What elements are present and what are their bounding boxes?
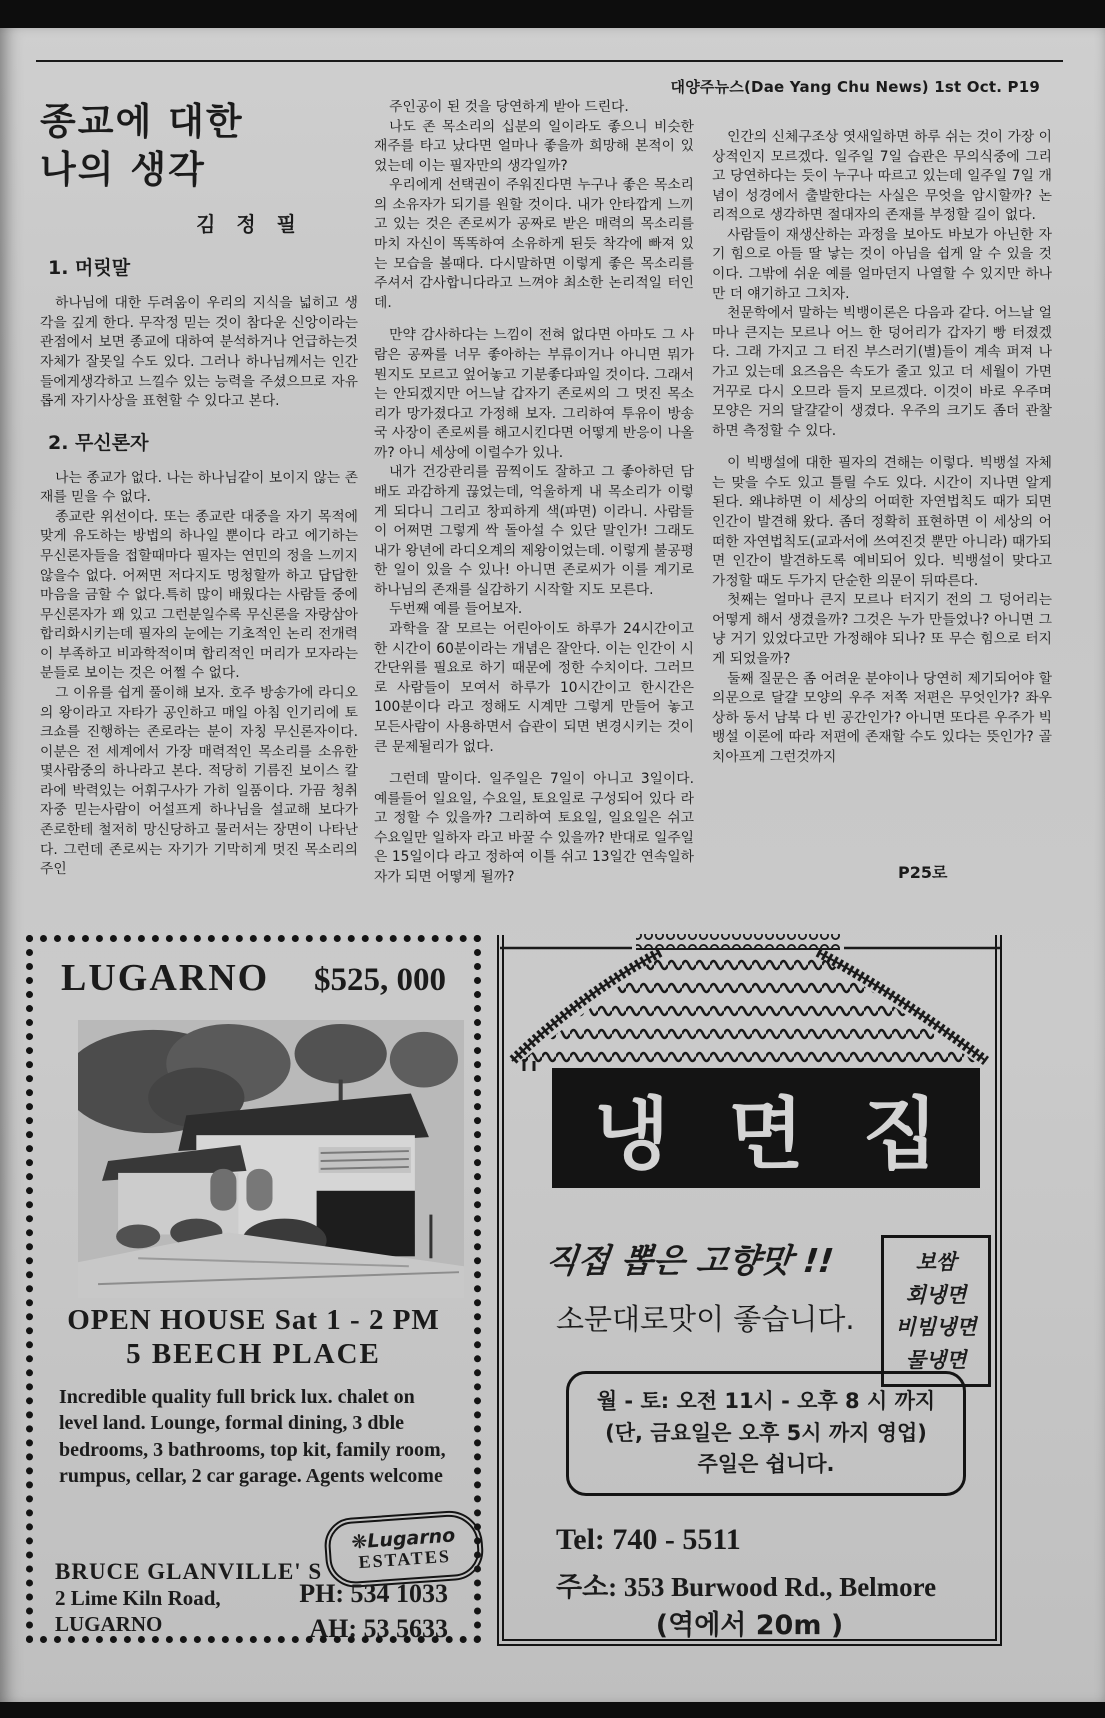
restaurant-name-char: 냉: [594, 1090, 670, 1180]
article-title-line1: 종교에 대한: [40, 100, 244, 143]
paper-sheet: [0, 28, 1105, 1702]
restaurant-address: 주소: 353 Burwood Rd., Belmore: [556, 1572, 937, 1602]
house-photo: [78, 1020, 464, 1298]
opening-hours-box: [566, 1371, 966, 1496]
menu-item: 비빔냉면: [895, 1315, 977, 1340]
hours-line-3: 주일은 쉽니다.: [697, 1452, 835, 1476]
article-paragraph: 둘째 질문은 좀 어려운 분야이나 당연히 제기되어야 할 의문으로 달걀 모양의 우주 저쪽 저편은 무엇인가? 좌우 상하 동서 남북 다 빈 공간인가? 아니면 또다른 우주가 빅뱅설 이론에 따라 저편에 존재할 수도 있다는 뜻인가? 골치아프게 그런것까지: [712, 670, 1053, 765]
article-paragraph: 두번째 예를 들어보자.: [389, 601, 523, 618]
article-paragraph: 하나님에 대한 두려움이 우리의 지식을 넓히고 생각을 깊게 한다. 무작정 믿는 것이 참다운 신앙이라는 관점에서 보면 종교에 대하여 분석하거나 언급하는것 자체가 잘못일 수도 있다. 그러나 하나님께서는 인간들에게생각하고 느낄수 있는 능력을 주셨으므로 자유롭게 자기사상을 표현할 수 있다고 본다.: [40, 295, 358, 410]
section-heading-2: 2. 무신론자: [48, 431, 149, 454]
restaurant-name-char: 집: [862, 1090, 938, 1180]
top-rule: [36, 60, 1063, 62]
agent-address-1: 2 Lime Kiln Road,: [55, 1586, 221, 1611]
property-address: 5 BEECH PLACE: [126, 1338, 381, 1370]
restaurant-name-char: 면: [728, 1090, 804, 1180]
logo-word: ESTATES: [357, 1545, 452, 1572]
article-paragraph: 만약 감사하다는 느낌이 전혀 없다면 아마도 그 사람은 공짜를 너무 좋아하는 부류이거나 아니면 뭐가 뭔지도 모르고 엎어놓고 기분좋다파일 것이다. 그래서는 안되겠지만 어느날 갑자기 존로씨의 그 멋진 목소리가 망가졌다고 가정해 보자. 그리하여 투유이 방송국 사장이 존로씨를 해고시킨다면 어떻게 반응이 나올까? 아니 세상에 이럴수가 있나.: [374, 327, 694, 461]
open-house-line: OPEN HOUSE Sat 1 - 2 PM: [67, 1304, 440, 1336]
article-paragraph: 그 이유를 쉽게 풀이해 보자. 호주 방송가에 라디오의 왕이라고 자타가 공인하고 매일 아침 인기리에 토크쇼를 진행하는 존로라는 분이 자칭 무신론자이다. 이분은 전 세계에서 가장 매력적인 목소리를 소유한 몇사람중의 하나라고 본다. 적당히 기름진 보이스 칼라에 박력있는 어휘구사가 가히 일품이다. 가끔 청취자중 믿는사람이 어설프게 하나님을 설교해 보다가 존로한테 철저히 망신당하고 물러서는 장면이 나타난다. 그런데 존로씨는 자기가 기막히게 멋진 목소리의 주인: [40, 685, 358, 878]
restaurant-name-banner: [552, 1068, 980, 1188]
article-paragraph: 우리에게 선택권이 주워진다면 누구나 좋은 목소리의 소유자가 되기를 원할 것이다. 내가 안타깝게 느끼고 있는 것은 존로씨가 공짜로 받은 매력의 목소리를 마치 자신이 똑똑하여 소유하게 된듯 착각에 빠져 있는 모습을 볼때다. 다시말하면 이렇게 좋은 목소리를 주셔서 감사합니다라고 느껴야 최소한 논리적일 터인데.: [374, 177, 694, 311]
article-paragraph: 이 빅뱅설에 대한 필자의 견해는 이렇다. 빅뱅설 자체는 맞을 수도 있고 틀릴 수도 있다. 시간이 지나면 알게 된다. 왜냐하면 이 세상의 어떠한 자연법칙도 때가 되면 인간이 발견해 왔다. 좀더 정확히 표현하면 이 세상의 어떠한 자연법칙도(교과서에 쓰여진것 뿐만 아니라) 때가되면 인간이 발견하도록 예비되어 있다. 빅뱅설이 맞다고 가정할 때도 두가지 단순한 의문이 뒤따른다.: [712, 455, 1052, 589]
agent-address-2: LUGARNO: [55, 1611, 163, 1636]
naengmyeon-restaurant-ad: [497, 935, 1002, 1646]
agent-name: BRUCE GLANVILLE' S: [55, 1559, 323, 1584]
agent-phones: [299, 1576, 448, 1646]
logo-name: Lugarno: [366, 1524, 456, 1553]
continued-page-ref: P25로: [898, 863, 948, 882]
article-title: [40, 98, 358, 194]
article-paragraph: 나도 존 목소리의 십분의 일이라도 좋으니 비슷한 재주를 타고 났다면 얼마나 좋을까 희망해 본적이 있었는데 이는 필자만의 생각일까?: [374, 118, 694, 174]
restaurant-tagline-2: 소문대로맛이 좋습니다.: [556, 1302, 855, 1336]
article-author: 김 정 필: [196, 212, 303, 237]
restaurant-tagline-1: 직접 뽑은 고향맛 !!: [543, 1241, 836, 1280]
masthead: 대양주뉴스(Dae Yang Chu News) 1st Oct. P19: [670, 78, 1040, 96]
property-description: Incredible quality full brick lux. chalet on level land. Lounge, formal dining, 3 dble bedrooms, 3 bathrooms, top kit, family room, rumpus, cellar, 2 car garage. Agents welcome: [59, 1386, 446, 1488]
hanok-roof-illustration: [500, 929, 1000, 1071]
lugarno-headline: [33, 956, 474, 1000]
article-paragraph: 과학을 잘 모르는 어린아이도 하루가 24시간이고 한 시간이 60분이라는 개념은 잘안다. 이는 인간이 시간단위를 필요로 하기 때문에 정한 수치이다. 그러므로 사람들이 모여서 하루가 10시간이고 한시간은 100분이다 라고 정해도 시계만 그렇게 만들어 놓고 모든사람이 사용하면서 습관이 되면 변경시키는 것이 큰 문제될리가 없다.: [374, 621, 694, 755]
section-heading-1: 1. 머릿말: [48, 257, 131, 280]
article-paragraph: 첫째는 얼마나 큰지 모르나 터지기 전의 그 덩어리는 어떻게 해서 생겼을까? 그것은 누가 만들었나? 아니면 그냥 거기 있었다고만 가정해야 되나? 또 무슨 힘으로 터지게 되었을까?: [712, 592, 1052, 668]
menu-item: 물냉면: [905, 1347, 967, 1372]
article-paragraph: 그런데 말이다. 일주일은 7일이 아니고 3일이다. 예를들어 일요일, 수요일, 토요일로 구성되어 있다 라고 정할 수 있을까? 그리하여 토요일, 일요일은 쉬고 수요일만 일하자 라고 바꿀 수 있을까? 반대로 일주일은 15일이다 라고 정하여 이틀 쉬고 13일간 연속일하자가 되면 어떻게 될까?: [374, 771, 694, 885]
article-title-line2: 나의 생각: [40, 148, 206, 192]
article-column-2: [374, 98, 694, 888]
menu-item: 보쌈: [915, 1250, 957, 1274]
menu-box: [881, 1235, 991, 1387]
article-column-1: [40, 98, 358, 880]
article-paragraph: 사람들이 재생산하는 과정을 보아도 바보가 아닌한 자기 힘으로 아들 딸 낳는 것이 아님을 쉽게 알 수 있을 것이다. 그밖에 쉬운 예를 얼마던지 나열할 수 있지만 하나만 더 얘기하고 그치자.: [712, 226, 1052, 302]
article-paragraph: 인간의 신체구조상 엿새일하면 하루 쉬는 것이 가장 이상적인지 모르겠다. 일주일 7일 습관은 무의식중에 그리고 당연하다는 듯이 누구나 따르고 있는데 일주일 7일 개념이 성경에서 출발한다는 사실은 무엇을 암시할까? 논리적으로 생각하면 절대자의 존재를 부정할 길이 없다.: [712, 129, 1052, 224]
restaurant-address-note: (역에서 20m ): [655, 1610, 844, 1641]
restaurant-phone: Tel: 740 - 5511: [556, 1523, 741, 1556]
article-paragraph: 내가 건강관리를 끔찍이도 잘하고 그 좋아하던 담배도 과감하게 끊었는데, 억울하게 내 목소리가 이렇게 되다니 그리고 창피하게 색(파면) 이라니. 사람들이 어쩌면 그렇게 싹 돌아설 수 있단 말인가! 그래도 내가 왕년에 라디오계의 제왕이었는데. 이렇게 불공평한 일이 있을 수 있나! 아니면 존로씨가 이를 계기로 하나님의 존재를 실감하기 시작할 지도 모른다.: [374, 464, 694, 598]
lugarno-suburb: LUGARNO: [61, 957, 270, 999]
agent-phone: PH: 534 1033: [299, 1579, 448, 1608]
article-paragraph: 나는 종교가 없다. 나는 하나님같이 보이지 않는 존재를 믿을 수 없다.: [40, 469, 358, 506]
agent-after-hours: AH: 53 5633: [309, 1614, 448, 1644]
article-paragraph: 주인공이 된 것을 당연하게 받아 드린다.: [389, 99, 629, 115]
article-paragraph: 종교란 위선이다. 또는 종교란 대중을 자기 목적에 맞게 유도하는 방법의 하나일 뿐이다 라고 에기하는 무신론자들을 접할때마다 필자는 연민의 정을 느끼지 않을수 없다. 어쩌면 저다지도 멍청할까 하고 답답한 마음을 금할 수 없다.특히 많이 배웠다는 사람들 중에 무신론자가 꽤 있고 그런분일수록 무신론을 자랑삼아 합리화시키는데 필자의 눈에는 기초적인 논리 전개력이 부족하고 비과학적이며 합리적인 머리가 모자라는 분들로 보이는 것은 어쩔 수 없다.: [40, 508, 358, 682]
hours-line-1: 월 - 토: 오전 11시 - 오후 8 시 까지: [596, 1389, 936, 1413]
agent-block: [55, 1558, 322, 1637]
lugarno-real-estate-ad: [26, 935, 481, 1643]
article-column-3: [712, 128, 1052, 768]
article-paragraph: 천문학에서 말하는 빅뱅이론은 다음과 같다. 어느날 얼마나 큰지는 모르나 어느 한 덩어리가 갑자기 빵 터졌겠다. 그래 가지고 그 터진 부스러기(별)들이 계속 퍼져 나가고 있는데 요즈음은 속도가 줄고 있고 더 세월이 가면 거꾸로 다시 오므라 들지 모르겠다. 이것이 바로 우주며 모양은 거의 달걀같이 생겼다. 우주의 크기도 좀더 관찰하면 측정할 수 있다.: [712, 305, 1052, 439]
lugarno-price: $525, 000: [314, 962, 446, 998]
menu-item: 회냉면: [905, 1282, 967, 1307]
flower-asterisk-icon: ❋: [350, 1530, 369, 1554]
hours-line-2: (단, 금요일은 오후 5시 까지 영업): [605, 1420, 927, 1445]
